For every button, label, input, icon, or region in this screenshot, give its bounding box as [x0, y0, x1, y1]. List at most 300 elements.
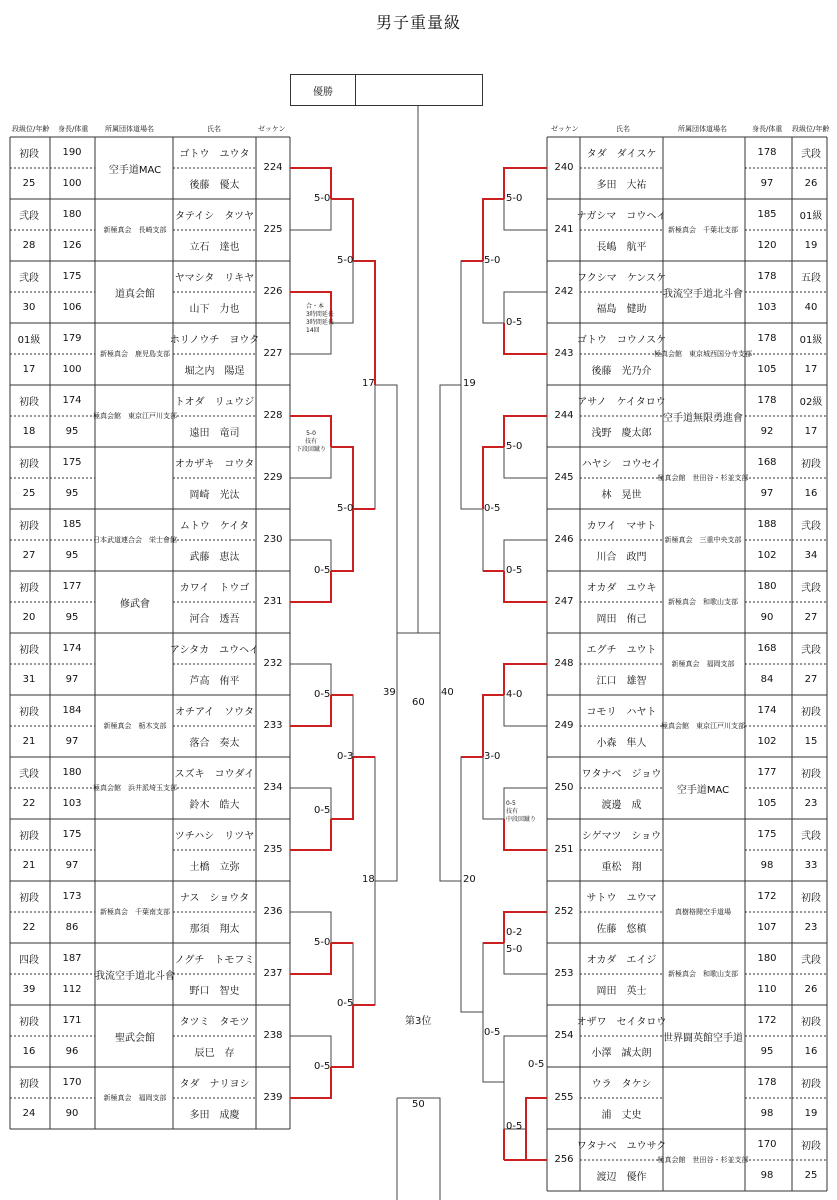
height-cell: 187: [62, 953, 82, 964]
zekken-cell: 243: [554, 347, 574, 359]
name-cell: 小森 隼人: [596, 738, 647, 749]
score-label: 5-0: [337, 255, 354, 266]
name-cell: 渡辺 優作: [596, 1172, 647, 1183]
affiliation-cell: 新極真会 千葉南支部: [100, 908, 170, 916]
rank-cell: 初段: [19, 1017, 39, 1028]
zekken-cell: 250: [554, 781, 574, 793]
match-note: 合・本 3時間延長 3時間延長 14回: [306, 303, 334, 334]
rank-cell: 初段: [801, 1017, 821, 1028]
kana-cell: ワタナベ ジョウ: [581, 769, 662, 780]
match-number: 19: [463, 378, 476, 389]
age-cell: 25: [22, 178, 36, 189]
affiliation-cell: 新極真会 和歌山支部: [668, 970, 738, 978]
header-zekken-right: ゼッケン: [551, 125, 579, 133]
header-height-weight-left: 身長/体重: [58, 125, 89, 133]
score-label: 5-0: [337, 503, 354, 514]
weight-cell: 84: [760, 674, 774, 685]
weight-cell: 98: [760, 860, 774, 871]
age-cell: 26: [804, 178, 818, 189]
affiliation-cell: 空手道無限勇進會: [663, 412, 743, 424]
affiliation-cell: 新極真会 千葉北支部: [668, 226, 738, 234]
zekken-cell: 248: [554, 657, 574, 669]
rank-cell: 初段: [19, 521, 39, 532]
weight-cell: 98: [760, 1108, 774, 1119]
age-cell: 27: [22, 550, 36, 561]
height-cell: 168: [757, 643, 777, 654]
age-cell: 16: [22, 1046, 36, 1057]
height-cell: 185: [757, 209, 777, 220]
zekken-cell: 255: [554, 1091, 574, 1103]
rank-cell: 初段: [19, 1079, 39, 1090]
age-cell: 39: [22, 984, 36, 995]
kana-cell: エグチ ユウト: [586, 645, 657, 656]
height-cell: 173: [62, 891, 82, 902]
name-cell: 芦高 侑平: [189, 676, 240, 687]
zekken-cell: 235: [263, 843, 283, 855]
affiliation-cell: 極真会館 世田谷・杉並支部: [657, 474, 749, 482]
kana-cell: ヤマシタ リキヤ: [174, 273, 255, 284]
height-cell: 175: [757, 829, 777, 840]
affiliation-cell: 極真会館 東京城西国分寺支部: [654, 350, 752, 358]
zekken-cell: 251: [554, 843, 574, 855]
age-cell: 25: [22, 488, 36, 499]
score-label: 3-0: [484, 751, 501, 762]
header-rank-age-right: 段級位/年齢: [792, 125, 830, 133]
age-cell: 17: [804, 426, 818, 437]
height-cell: 172: [757, 891, 777, 902]
kana-cell: タテイシ タツヤ: [175, 211, 254, 222]
rank-cell: 五段: [801, 273, 821, 284]
age-cell: 16: [804, 488, 818, 499]
name-cell: 野口 智史: [189, 986, 240, 997]
height-cell: 184: [62, 705, 82, 716]
weight-cell: 106: [62, 302, 82, 313]
weight-cell: 95: [65, 612, 79, 623]
name-cell: 岡田 英士: [596, 986, 647, 997]
name-cell: 福島 健助: [596, 304, 647, 315]
kana-cell: ゴトウ コウノスケ: [576, 335, 667, 346]
affiliation-cell: 世界闘英館空手道: [663, 1032, 743, 1044]
affiliation-cell: 真樹格闘空手道場: [675, 908, 731, 916]
score-label: 0-5: [506, 1121, 523, 1132]
zekken-cell: 247: [554, 595, 574, 607]
weight-cell: 100: [62, 178, 82, 189]
score-label: 0-5: [314, 805, 331, 816]
zekken-cell: 225: [263, 223, 283, 235]
rank-cell: 弐段: [19, 211, 39, 222]
score-label: 4-0: [506, 689, 523, 700]
zekken-cell: 238: [263, 1029, 283, 1041]
weight-cell: 98: [760, 1170, 774, 1181]
score-label: 0-2: [506, 927, 523, 938]
rank-cell: 初段: [19, 831, 39, 842]
score-label: 0-5: [506, 565, 523, 576]
kana-cell: シゲマツ ショウ: [581, 831, 662, 842]
name-cell: 立石 達也: [189, 242, 240, 253]
rank-cell: 01級: [799, 211, 823, 222]
kana-cell: ツチハシ リツヤ: [174, 831, 255, 842]
header-height-weight-right: 身長/体重: [752, 125, 783, 133]
height-cell: 175: [62, 829, 82, 840]
rank-cell: 弐段: [801, 645, 821, 656]
name-cell: 江口 雄智: [596, 676, 647, 687]
age-cell: 16: [804, 1046, 818, 1057]
weight-cell: 120: [757, 240, 777, 251]
rank-cell: 弐段: [801, 831, 821, 842]
age-cell: 18: [22, 426, 36, 437]
zekken-cell: 224: [263, 161, 283, 173]
weight-cell: 110: [757, 984, 777, 995]
kana-cell: オチアイ ソウタ: [175, 707, 254, 718]
name-cell: 河合 透吾: [189, 614, 240, 625]
zekken-cell: 234: [263, 781, 283, 793]
zekken-cell: 230: [263, 533, 283, 545]
kana-cell: ホリノウチ ヨウタ: [169, 335, 260, 346]
zekken-cell: 241: [554, 223, 574, 235]
kana-cell: タダ ナリヨシ: [179, 1079, 250, 1090]
age-cell: 30: [22, 302, 36, 313]
height-cell: 170: [757, 1139, 777, 1150]
weight-cell: 126: [62, 240, 82, 251]
match-note: 5-0 技有 下段回蹴り: [296, 430, 327, 453]
affiliation-cell: 我流空手道北斗會: [663, 288, 743, 300]
zekken-cell: 252: [554, 905, 574, 917]
weight-cell: 103: [62, 798, 82, 809]
rank-cell: 初段: [801, 707, 821, 718]
kana-cell: オカダ ユウキ: [586, 583, 657, 594]
height-cell: 180: [62, 209, 82, 220]
age-cell: 22: [22, 798, 36, 809]
score-label: 0-5: [314, 565, 331, 576]
zekken-cell: 237: [263, 967, 283, 979]
rank-cell: 四段: [19, 955, 39, 966]
age-cell: 21: [22, 736, 36, 747]
age-cell: 15: [804, 736, 818, 747]
height-cell: 170: [62, 1077, 82, 1088]
weight-cell: 95: [65, 550, 79, 561]
age-cell: 22: [22, 922, 36, 933]
weight-cell: 107: [757, 922, 777, 933]
weight-cell: 100: [62, 364, 82, 375]
weight-cell: 97: [760, 488, 774, 499]
affiliation-cell: 極真会館 浜井派埼玉支部: [93, 784, 177, 792]
name-cell: 那須 翔太: [189, 924, 240, 935]
name-cell: 後藤 優太: [189, 180, 240, 191]
affiliation-cell: 極真会館 東京江戸川支部: [93, 412, 177, 420]
score-label: 5-0: [314, 937, 331, 948]
age-cell: 33: [804, 860, 818, 871]
height-cell: 178: [757, 147, 777, 158]
rank-cell: 初段: [19, 893, 39, 904]
weight-cell: 95: [760, 1046, 774, 1057]
kana-cell: フクシマ ケンスケ: [577, 273, 666, 284]
kana-cell: ハヤシ コウセイ: [581, 459, 662, 470]
rank-cell: 01級: [17, 335, 41, 346]
score-label: 0-5: [314, 689, 331, 700]
rank-cell: 初段: [801, 1141, 821, 1152]
kana-cell: オザワ セイタロウ: [576, 1017, 667, 1028]
affiliation-cell: 新極真会 福岡支部: [671, 660, 735, 668]
score-label: 5-0: [506, 944, 523, 955]
rank-cell: 弐段: [19, 273, 39, 284]
zekken-cell: 253: [554, 967, 574, 979]
age-cell: 21: [22, 860, 36, 871]
zekken-cell: 228: [263, 409, 283, 421]
height-cell: 172: [757, 1015, 777, 1026]
height-cell: 171: [62, 1015, 82, 1026]
age-cell: 31: [22, 674, 36, 685]
zekken-cell: 254: [554, 1029, 574, 1041]
rank-cell: 01級: [799, 335, 823, 346]
rank-cell: 初段: [19, 707, 39, 718]
age-cell: 28: [22, 240, 36, 251]
kana-cell: コモリ ハヤト: [586, 707, 657, 718]
kana-cell: ナガシマ コウヘイ: [576, 211, 667, 222]
height-cell: 175: [62, 271, 82, 282]
age-cell: 26: [804, 984, 818, 995]
score-label: 5-0: [314, 193, 331, 204]
kana-cell: ワタナベ ユウサク: [576, 1141, 667, 1152]
name-cell: 遠田 竜司: [189, 428, 240, 439]
zekken-cell: 240: [554, 161, 574, 173]
zekken-cell: 226: [263, 285, 283, 297]
name-cell: 林 晃世: [601, 490, 642, 501]
height-cell: 179: [62, 333, 82, 344]
height-cell: 180: [757, 953, 777, 964]
height-cell: 180: [62, 767, 82, 778]
affiliation-cell: 空手道MAC: [108, 164, 162, 176]
affiliation-cell: 新極真会 和歌山支部: [668, 598, 738, 606]
height-cell: 168: [757, 457, 777, 468]
kana-cell: アサノ ケイタロウ: [577, 397, 666, 408]
rank-cell: 初段: [19, 397, 39, 408]
rank-cell: 弐段: [19, 769, 39, 780]
age-cell: 25: [804, 1170, 818, 1181]
header-zekken-left: ゼッケン: [258, 125, 286, 133]
weight-cell: 103: [757, 302, 777, 313]
kana-cell: オカダ エイジ: [586, 955, 657, 966]
zekken-cell: 232: [263, 657, 283, 669]
affiliation-cell: 極真会館 東京江戸川支部: [661, 722, 745, 730]
kana-cell: カワイ トウゴ: [179, 583, 250, 594]
rank-cell: 初段: [19, 645, 39, 656]
name-cell: 土橋 立弥: [189, 862, 240, 873]
name-cell: 後藤 光乃介: [591, 366, 652, 377]
age-cell: 17: [22, 364, 36, 375]
kana-cell: スズキ コウダイ: [174, 769, 255, 780]
score-label: 0-5: [337, 998, 354, 1009]
affiliation-cell: 新極真会 三重中央支部: [664, 536, 742, 544]
age-cell: 23: [804, 922, 818, 933]
weight-cell: 105: [757, 364, 777, 375]
height-cell: 174: [757, 705, 777, 716]
affiliation-cell: 新極真会 福岡支部: [103, 1094, 167, 1102]
name-cell: 浅野 慶太郎: [591, 428, 652, 439]
match-number: 60: [412, 697, 425, 708]
score-label: 5-0: [506, 441, 523, 452]
score-label: 0-5: [528, 1059, 545, 1070]
height-cell: 188: [757, 519, 777, 530]
score-label: 0-5: [314, 1061, 331, 1072]
header-rank-age-left: 段級位/年齢: [12, 125, 50, 133]
weight-cell: 102: [757, 736, 777, 747]
rank-cell: 初段: [801, 893, 821, 904]
match-number: 17: [362, 378, 375, 389]
kana-cell: ナス ショウタ: [179, 893, 250, 904]
zekken-cell: 231: [263, 595, 283, 607]
affiliation-cell: 聖武会館: [115, 1032, 155, 1044]
rank-cell: 弐段: [801, 583, 821, 594]
age-cell: 20: [22, 612, 36, 623]
age-cell: 24: [22, 1108, 36, 1119]
header-affiliation-right: 所属団体道場名: [678, 125, 727, 133]
page-title: 男子重量級: [375, 13, 461, 32]
zekken-cell: 244: [554, 409, 574, 421]
name-cell: 浦 丈史: [601, 1110, 642, 1121]
name-cell: 多田 成慶: [189, 1110, 240, 1121]
height-cell: 185: [62, 519, 82, 530]
kana-cell: タダ ダイスケ: [586, 149, 657, 160]
champion-label: 優勝: [291, 75, 356, 105]
name-cell: 鈴木 皓大: [189, 800, 240, 811]
rank-cell: 初段: [19, 149, 39, 160]
affiliation-cell: 空手道MAC: [676, 784, 730, 796]
weight-cell: 92: [760, 426, 774, 437]
kana-cell: ゴトウ ユウタ: [179, 149, 250, 160]
age-cell: 23: [804, 798, 818, 809]
name-cell: 武藤 恵汰: [189, 552, 240, 563]
name-cell: 山下 力也: [189, 304, 240, 315]
age-cell: 34: [804, 550, 818, 561]
weight-cell: 97: [65, 674, 79, 685]
zekken-cell: 236: [263, 905, 283, 917]
height-cell: 174: [62, 643, 82, 654]
rank-cell: 初段: [19, 583, 39, 594]
weight-cell: 96: [65, 1046, 79, 1057]
match-number: 40: [441, 687, 454, 698]
affiliation-cell: 修武會: [120, 598, 150, 610]
height-cell: 180: [757, 581, 777, 592]
zekken-cell: 233: [263, 719, 283, 731]
match-note: 0-5 技有 中段回蹴り: [506, 800, 537, 823]
weight-cell: 86: [65, 922, 79, 933]
age-cell: 19: [804, 1108, 818, 1119]
rank-cell: 弐段: [801, 521, 821, 532]
score-label: 5-0: [484, 255, 501, 266]
height-cell: 177: [757, 767, 777, 778]
name-cell: 小澤 誠太朗: [591, 1048, 652, 1059]
score-label: 0-5: [484, 1027, 501, 1038]
rank-cell: 初段: [801, 459, 821, 470]
zekken-cell: 245: [554, 471, 574, 483]
kana-cell: ウラ タケシ: [591, 1079, 652, 1090]
affiliation-cell: 新極真会 鹿児島支部: [100, 350, 170, 358]
weight-cell: 97: [760, 178, 774, 189]
kana-cell: ムトウ ケイタ: [179, 521, 250, 532]
name-cell: 辰巳 存: [194, 1048, 235, 1059]
weight-cell: 95: [65, 426, 79, 437]
kana-cell: ノグチ トモフミ: [174, 955, 255, 966]
weight-cell: 90: [65, 1108, 79, 1119]
header-affiliation-left: 所属団体道場名: [105, 125, 154, 133]
match-number: 39: [383, 687, 396, 698]
zekken-cell: 249: [554, 719, 574, 731]
name-cell: 佐藤 悠槙: [596, 924, 647, 935]
header-name-left: 氏名: [207, 125, 221, 133]
match-number: 50: [412, 1099, 425, 1110]
height-cell: 178: [757, 395, 777, 406]
rank-cell: 初段: [801, 1079, 821, 1090]
height-cell: 174: [62, 395, 82, 406]
affiliation-cell: 日本武道連合会 栄士會館: [93, 536, 177, 544]
zekken-cell: 229: [263, 471, 283, 483]
height-cell: 175: [62, 457, 82, 468]
rank-cell: 弐段: [801, 149, 821, 160]
weight-cell: 112: [62, 984, 82, 995]
score-label: 0-3: [337, 751, 354, 762]
rank-cell: 初段: [19, 459, 39, 470]
name-cell: 長嶋 航平: [596, 242, 647, 253]
age-cell: 40: [804, 302, 818, 313]
match-number: 18: [362, 874, 375, 885]
affiliation-cell: 極真会館 世田谷・杉並支部: [657, 1156, 749, 1164]
name-cell: 多田 大祐: [596, 180, 647, 191]
kana-cell: サトウ ユウマ: [586, 893, 657, 904]
weight-cell: 97: [65, 860, 79, 871]
weight-cell: 97: [65, 736, 79, 747]
score-label: 0-5: [484, 503, 501, 514]
match-number: 20: [463, 874, 476, 885]
score-label: 0-5: [506, 317, 523, 328]
age-cell: 27: [804, 612, 818, 623]
affiliation-cell: 我流空手道北斗會: [95, 970, 175, 982]
kana-cell: タツミ タモツ: [179, 1017, 250, 1028]
name-cell: 堀之内 陽逞: [184, 366, 245, 377]
rank-cell: 02級: [799, 397, 823, 408]
zekken-cell: 227: [263, 347, 283, 359]
zekken-cell: 239: [263, 1091, 283, 1103]
name-cell: 岡田 侑己: [596, 614, 647, 625]
weight-cell: 90: [760, 612, 774, 623]
weight-cell: 105: [757, 798, 777, 809]
height-cell: 178: [757, 1077, 777, 1088]
kana-cell: アシタカ ユウヘイ: [169, 645, 260, 656]
zekken-cell: 256: [554, 1153, 574, 1165]
height-cell: 177: [62, 581, 82, 592]
header-name-right: 氏名: [616, 125, 630, 133]
name-cell: 重松 翔: [601, 862, 642, 873]
affiliation-cell: 新極真会 長崎支部: [103, 226, 167, 234]
weight-cell: 95: [65, 488, 79, 499]
height-cell: 178: [757, 333, 777, 344]
age-cell: 27: [804, 674, 818, 685]
height-cell: 178: [757, 271, 777, 282]
name-cell: 川合 政門: [596, 552, 647, 563]
score-label: 5-0: [506, 193, 523, 204]
weight-cell: 102: [757, 550, 777, 561]
kana-cell: トオダ リュウジ: [174, 397, 255, 408]
rank-cell: 初段: [801, 769, 821, 780]
third-place-label: 第3位: [405, 1016, 432, 1027]
age-cell: 19: [804, 240, 818, 251]
zekken-cell: 246: [554, 533, 574, 545]
height-cell: 190: [62, 147, 82, 158]
name-cell: 渡邊 成: [601, 800, 642, 811]
affiliation-cell: 道真会館: [115, 288, 155, 300]
rank-cell: 弐段: [801, 955, 821, 966]
name-cell: 岡崎 光汰: [189, 490, 240, 501]
kana-cell: オカザキ コウタ: [174, 459, 255, 470]
